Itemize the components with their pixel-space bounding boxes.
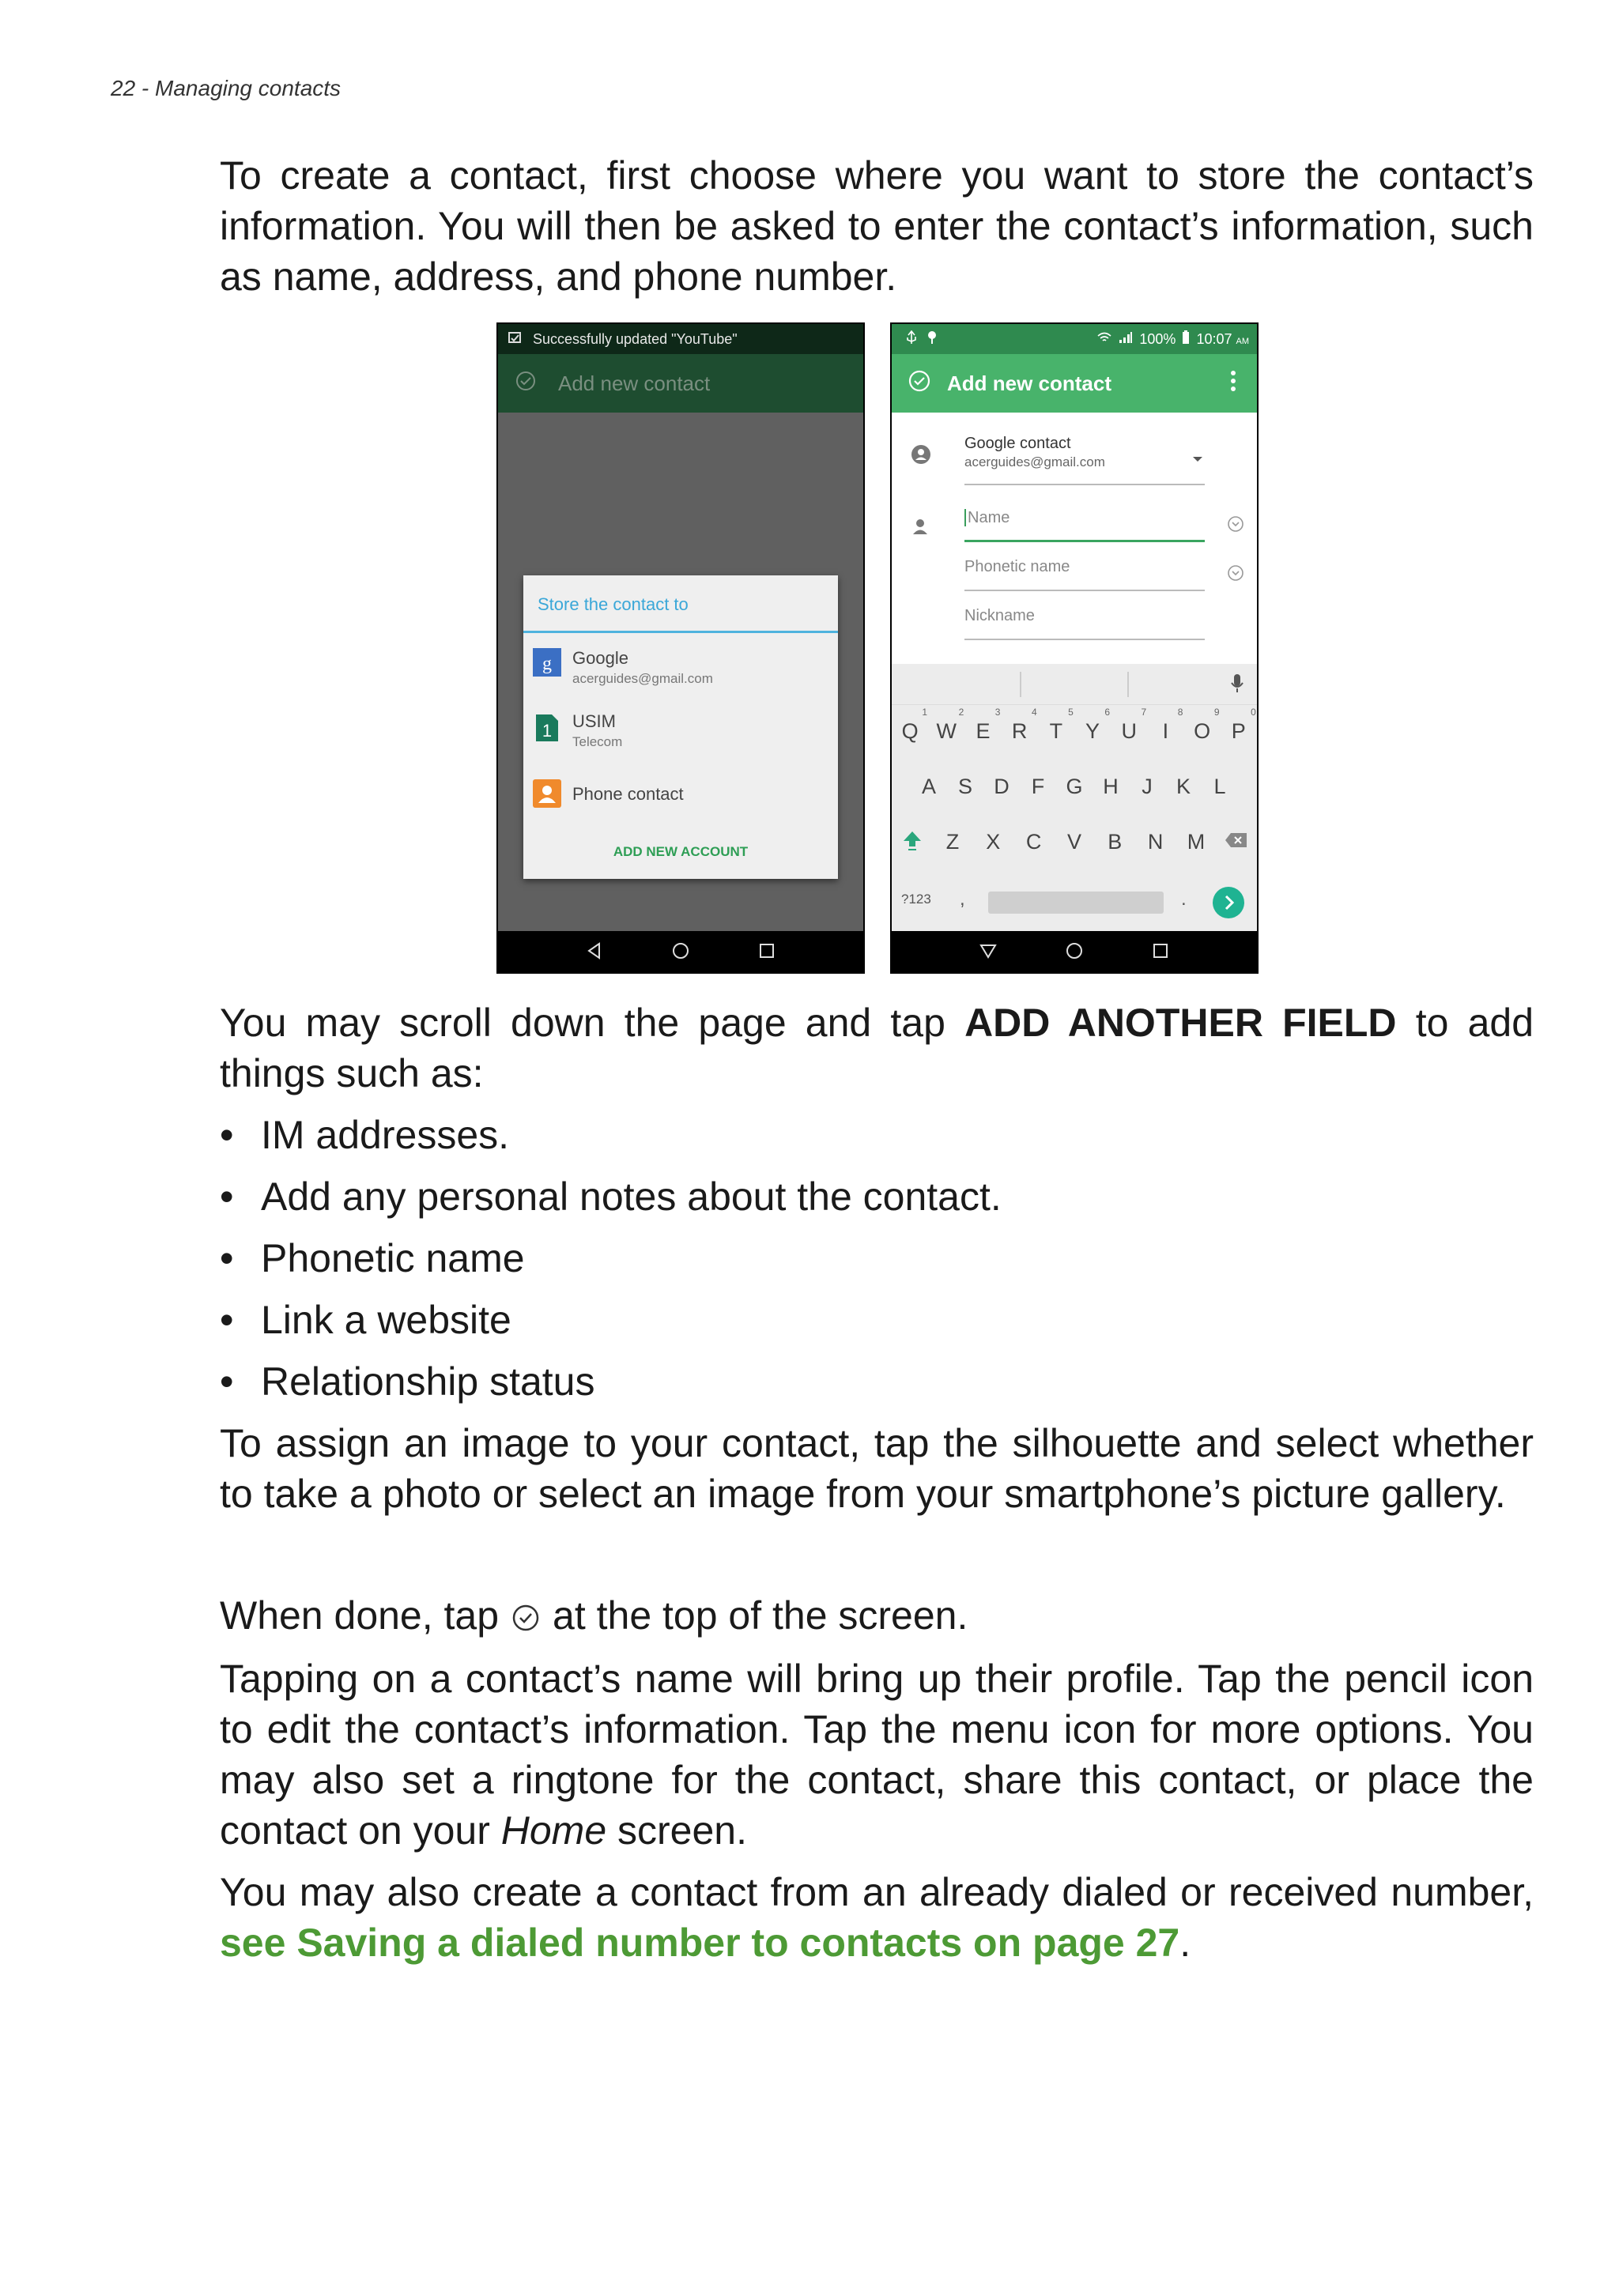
intro-paragraph: To create a contact, first choose where you want to store the contact’s information. You will then be asked to enter the contact’s information, such as name, address, and phone number.: [220, 153, 1534, 299]
key[interactable]: Z: [945, 830, 960, 854]
usb-icon: [906, 330, 917, 349]
add-new-account-button[interactable]: ADD NEW ACCOUNT: [613, 844, 749, 859]
key[interactable]: O 9: [1194, 707, 1220, 743]
option-usim[interactable]: [533, 711, 622, 750]
option-google[interactable]: [533, 648, 713, 687]
expand-icon[interactable]: [1227, 564, 1244, 586]
app-bar-title: Add new contact: [558, 371, 711, 395]
nickname-field[interactable]: [964, 607, 1205, 640]
keyboard: [892, 664, 1257, 933]
key[interactable]: J: [1142, 775, 1153, 798]
option-sub: acerguides@gmail.com: [572, 671, 713, 686]
check-circle-icon: [515, 371, 536, 397]
key[interactable]: V: [1066, 830, 1081, 854]
space-bar[interactable]: [988, 892, 1164, 914]
keyboard-row-1: [892, 707, 1257, 744]
comma-key[interactable]: ,: [960, 888, 965, 910]
contact-form: [892, 413, 1257, 664]
key[interactable]: H: [1103, 775, 1119, 798]
backspace-icon[interactable]: [1221, 830, 1252, 858]
svg-text:g: g: [542, 654, 552, 674]
option-sub: Telecom: [572, 734, 623, 749]
tapping-paragraph: Tapping on a contact’s name will bring up their profile. Tap the pencil icon to edit the contact’s information. Tap the menu icon for more options. You may also set a ringtone for the contact, share this contact, or place the contact on your Home screen.: [220, 1657, 1534, 1853]
scroll-paragraph: You may scroll down the page and tap ADD ANOTHER FIELD to add things such as:: [220, 1001, 1534, 1095]
dialog-title: Store the contact to: [538, 594, 689, 614]
done-paragraph: When done, tap at the top of the screen.: [220, 1593, 968, 1638]
home-icon[interactable]: [1065, 941, 1084, 964]
account-icon: [911, 444, 931, 469]
key[interactable]: G: [1066, 775, 1083, 798]
also-paragraph: You may also create a contact from an already dialed or received number, see Saving a dialed number to contacts on page 27.: [220, 1870, 1534, 1965]
recents-icon[interactable]: [757, 941, 776, 964]
back-down-icon[interactable]: [979, 941, 998, 964]
check-circle-icon: [510, 1595, 542, 1627]
phonetic-placeholder: Phonetic name: [964, 558, 1070, 575]
signal-icon: [1119, 331, 1133, 348]
battery-icon: [1182, 330, 1190, 349]
saving-dialed-number-link[interactable]: see Saving a dialed number to contacts on page 27: [220, 1921, 1180, 1965]
dialog-divider: [523, 631, 838, 633]
account-email: acerguides@gmail.com: [964, 454, 1105, 469]
store-contact-dialog: [523, 575, 838, 879]
app-bar: [892, 354, 1257, 413]
svg-text:1: 1: [542, 721, 553, 741]
nickname-placeholder: Nickname: [964, 607, 1035, 624]
option-label: Phone contact: [572, 784, 684, 804]
key[interactable]: D: [994, 775, 1010, 798]
key[interactable]: X: [986, 830, 1001, 854]
name-placeholder: Name: [964, 509, 1010, 526]
nav-bar: [890, 931, 1259, 974]
battery-percent: 100%: [1139, 330, 1176, 347]
back-icon[interactable]: [585, 941, 604, 964]
key[interactable]: S: [957, 775, 972, 798]
list-item: • Phonetic name: [220, 1236, 525, 1280]
key[interactable]: B: [1108, 830, 1123, 854]
key[interactable]: F: [1031, 775, 1045, 798]
key[interactable]: P 0: [1231, 707, 1256, 743]
suggestion-strip: [892, 664, 1257, 705]
list-item: • IM addresses.: [220, 1113, 510, 1157]
clock-time: 10:07: [1196, 330, 1232, 347]
keyboard-row-3: [892, 830, 1257, 858]
running-head: 22 - Managing contacts: [111, 76, 342, 100]
image-paragraph: To assign an image to your contact, tap the silhouette and select whether to take a photo or select an image from your smartphone’s picture gallery.: [220, 1421, 1534, 1516]
app-bar-title: Add new contact: [947, 371, 1112, 395]
field-type-list: [220, 1110, 1534, 1418]
key[interactable]: W 2: [936, 707, 964, 743]
home-icon[interactable]: [671, 941, 690, 964]
status-message: Successfully updated "YouTube": [533, 330, 738, 347]
status-bar: [498, 324, 863, 354]
dropdown-arrow-icon: [1192, 449, 1203, 467]
key[interactable]: K: [1176, 775, 1191, 798]
period-key[interactable]: .: [1181, 888, 1187, 910]
option-label: Google: [572, 648, 628, 668]
pin-icon: [926, 330, 938, 349]
key[interactable]: A: [921, 775, 936, 798]
check-circle-icon[interactable]: [908, 369, 931, 398]
keyboard-row-4: [892, 880, 1257, 920]
home-emphasis: Home: [500, 1808, 607, 1853]
person-icon: [911, 517, 930, 540]
status-bar: [892, 324, 1257, 354]
expand-icon[interactable]: [1227, 515, 1244, 537]
sim-card-icon: [533, 711, 561, 747]
account-selector[interactable]: [964, 435, 1205, 485]
add-another-field-label: ADD ANOTHER FIELD: [964, 1001, 1397, 1045]
dim-overlay: [498, 413, 863, 931]
key[interactable]: Y 6: [1085, 707, 1111, 743]
key[interactable]: R 4: [1011, 707, 1037, 743]
list-item: • Add any personal notes about the contact.: [220, 1174, 1002, 1219]
key[interactable]: E 3: [976, 707, 1001, 743]
account-label: Google contact: [964, 435, 1071, 452]
symbols-key[interactable]: ?123: [901, 892, 931, 907]
app-bar: [498, 354, 863, 413]
microphone-icon[interactable]: [1230, 673, 1244, 698]
add-contact-form-screenshot: [890, 322, 1259, 974]
notification-icon: [508, 330, 523, 349]
key[interactable]: I 8: [1162, 707, 1183, 743]
clock-suffix: AM: [1236, 336, 1249, 346]
shift-icon[interactable]: [896, 830, 928, 858]
key[interactable]: M: [1187, 830, 1206, 854]
more-menu-icon[interactable]: [1230, 370, 1236, 398]
store-contact-screenshot: [496, 322, 865, 974]
wifi-icon: [1096, 331, 1112, 348]
keyboard-row-2: [892, 775, 1257, 799]
phone-contact-icon: [533, 779, 561, 812]
option-phone-contact[interactable]: [533, 779, 684, 812]
key[interactable]: U 7: [1121, 707, 1147, 743]
key[interactable]: T 5: [1049, 707, 1074, 743]
key[interactable]: C: [1025, 830, 1042, 854]
recents-icon[interactable]: [1151, 941, 1170, 964]
list-item: • Link a website: [220, 1298, 511, 1342]
list-item: • Relationship status: [220, 1359, 595, 1404]
phonetic-name-field[interactable]: [964, 558, 1205, 591]
key[interactable]: Q 1: [901, 707, 928, 743]
next-arrow-icon[interactable]: [1211, 885, 1246, 924]
name-field[interactable]: [964, 509, 1205, 542]
key[interactable]: L: [1213, 775, 1226, 798]
google-icon: [533, 648, 561, 681]
key[interactable]: N: [1147, 830, 1164, 854]
nav-bar: [496, 931, 865, 974]
option-label: USIM: [572, 711, 616, 731]
